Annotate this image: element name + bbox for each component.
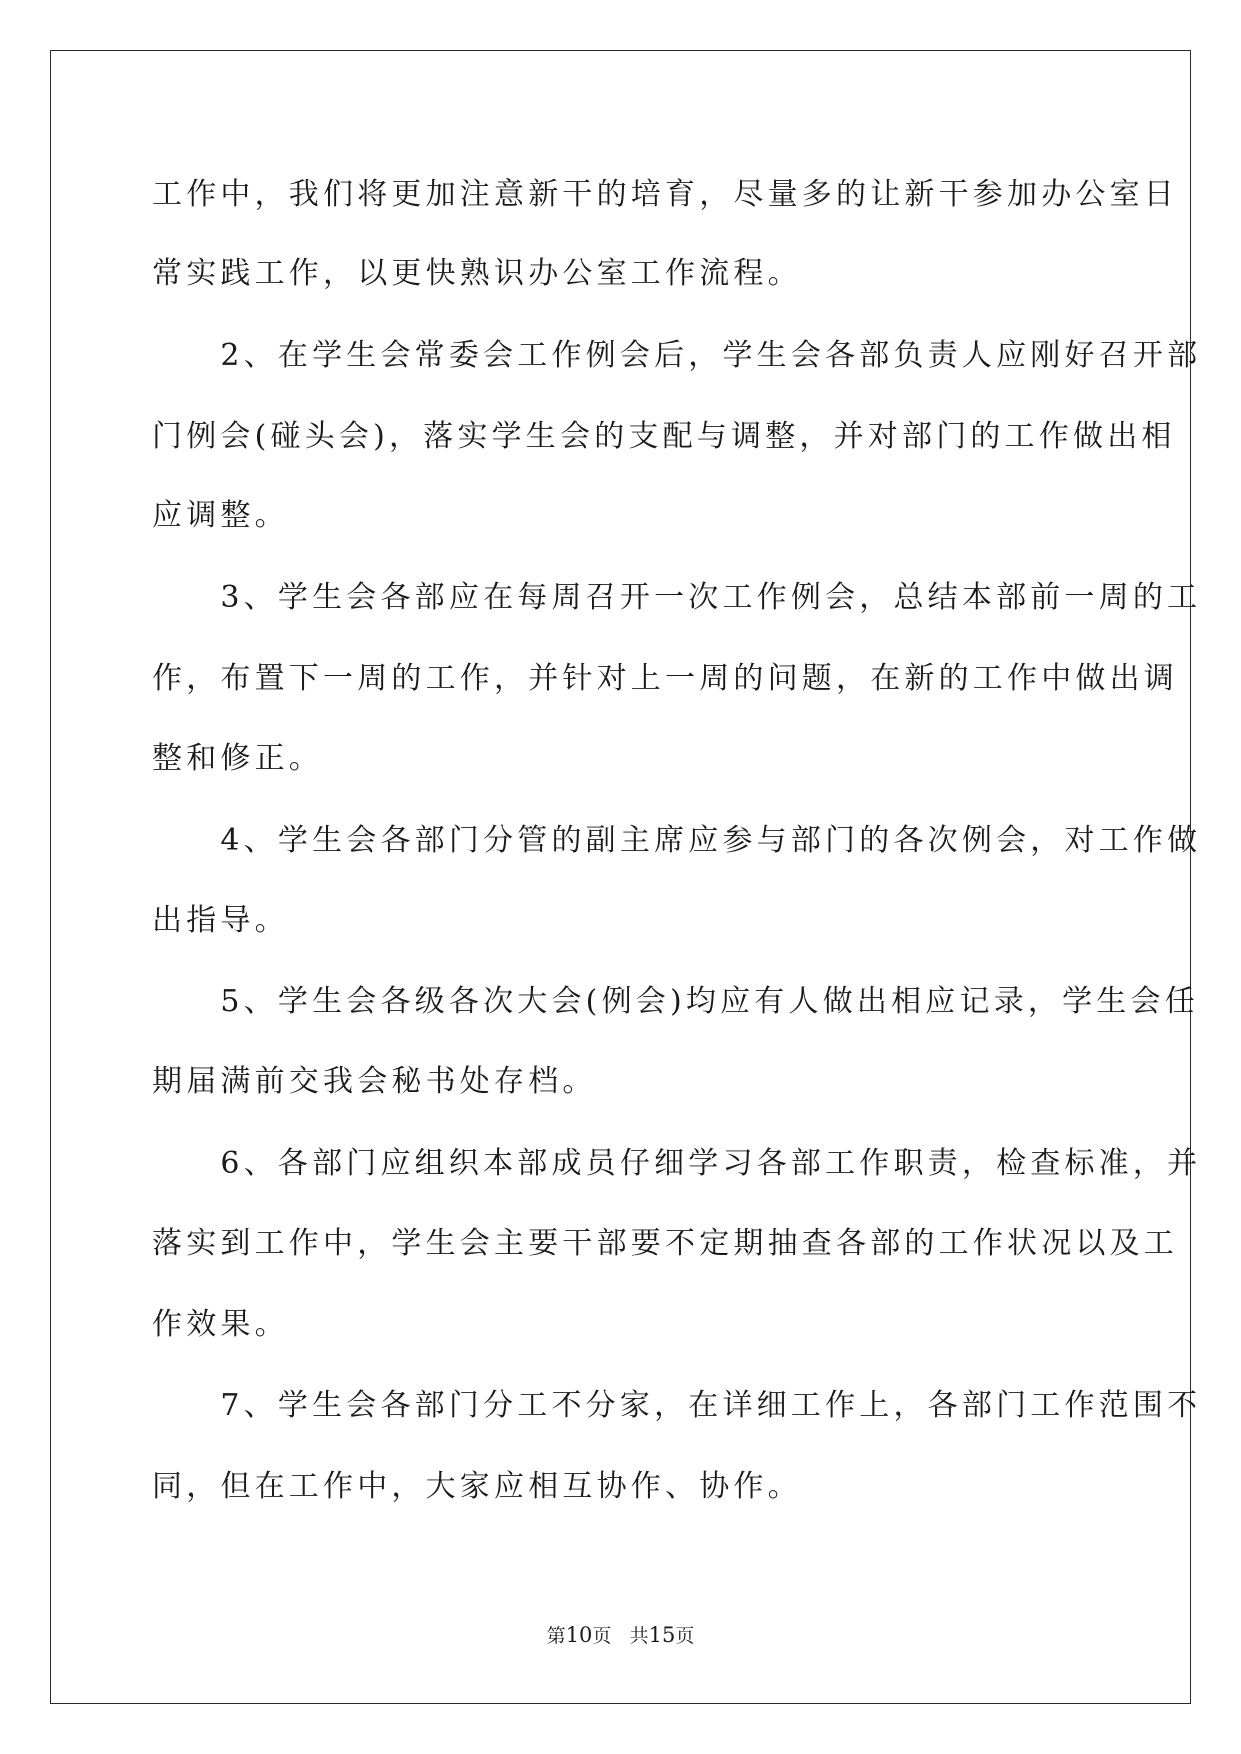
text-line: 2、在学生会常委会工作例会后，学生会各部负责人应刚好召开部: [152, 338, 1202, 373]
text-line: 门例会(碰头会)，落实学生会的支配与调整，并对部门的工作做出相: [152, 419, 1176, 454]
page-footer: [0, 1622, 1241, 1649]
text-line: 期届满前交我会秘书处存档。: [152, 1064, 597, 1099]
text-line: 落实到工作中，学生会主要干部要不定期抽查各部的工作状况以及工: [152, 1226, 1178, 1261]
text-line: 5、学生会各级各次大会(例会)均应有人做出相应记录，学生会任: [152, 984, 1199, 1019]
text-line: 4、学生会各部门分管的副主席应参与部门的各次例会，对工作做: [152, 823, 1202, 858]
text-line: 应调整。: [152, 498, 289, 533]
text-line: 作，布置下一周的工作，并针对上一周的问题，在新的工作中做出调: [152, 661, 1178, 696]
page-prefix: 第: [546, 1625, 566, 1647]
text-line: 6、各部门应组织本部成员仔细学习各部工作职责，检查标准，并: [152, 1146, 1202, 1181]
text-line: 工作中，我们将更加注意新干的培育，尽量多的让新干参加办公室日: [152, 177, 1178, 212]
text-line: 出指导。: [152, 903, 289, 938]
page-suffix: 页: [592, 1625, 612, 1647]
text-line: 3、学生会各部应在每周召开一次工作例会，总结本部前一周的工: [152, 580, 1202, 615]
total-suffix: 页: [675, 1625, 695, 1647]
total-pages-number: 15: [648, 1623, 676, 1647]
text-line: 同，但在工作中，大家应相互协作、协作。: [152, 1469, 802, 1504]
total-prefix: 共: [629, 1625, 649, 1647]
page-border: [50, 50, 1202, 1704]
text-line: 常实践工作，以更快熟识办公室工作流程。: [152, 256, 802, 291]
text-line: 作效果。: [152, 1307, 289, 1342]
text-line: 整和修正。: [152, 741, 323, 776]
text-line: 7、学生会各部门分工不分家，在详细工作上，各部门工作范围不: [152, 1388, 1202, 1423]
current-page-number: 10: [565, 1623, 593, 1647]
